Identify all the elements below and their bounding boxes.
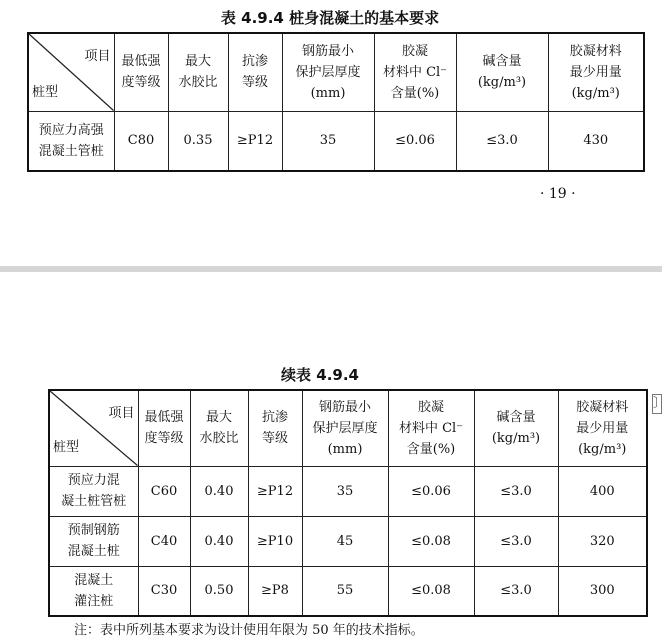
- col-header-alkali: 碱含量 (kg/m³): [456, 33, 548, 111]
- col-header-chloride: 胶凝 材料中 Cl⁻ 含量(%): [388, 390, 474, 466]
- col-header-binder: 胶凝材料 最少用量 (kg/m³): [548, 33, 644, 111]
- header-row: [49, 390, 647, 466]
- cell-alkali: ≤3.0: [456, 111, 548, 171]
- cell-ratio: 0.40: [190, 466, 248, 516]
- cell-ratio: 0.50: [190, 566, 248, 616]
- page-separator: [0, 266, 662, 272]
- table-title: 表 4.9.4 桩身混凝土的基本要求: [220, 9, 440, 27]
- cell-pile-type: 预制钢筋 混凝土桩: [49, 516, 138, 566]
- cell-cover: 35: [302, 466, 388, 516]
- continued-table-title: 续表 4.9.4: [281, 366, 359, 384]
- corner-item-label: 项目: [108, 406, 135, 421]
- corner-header-cell: [49, 390, 138, 466]
- cell-grade: C80: [114, 111, 168, 171]
- table-row: [49, 566, 647, 616]
- col-header-binder: 胶凝材料 最少用量 (kg/m³): [558, 390, 647, 466]
- cell-impermeability: ≥P12: [248, 466, 302, 516]
- corner-header-cell: [28, 33, 114, 111]
- cell-impermeability: ≥P10: [248, 516, 302, 566]
- col-header-grade: 最低强 度等级: [114, 33, 168, 111]
- cell-cover: 35: [282, 111, 374, 171]
- cell-chloride: ≤0.08: [388, 516, 474, 566]
- continued-spec-table: [48, 389, 648, 617]
- table-row: [49, 466, 647, 516]
- table-row: [28, 111, 644, 171]
- cell-alkali: ≤3.0: [474, 516, 558, 566]
- spec-table: [27, 32, 645, 172]
- cell-pile-type: 预应力高强 混凝土管桩: [28, 111, 114, 171]
- edge-mark: 〕: [652, 394, 662, 414]
- cell-impermeability: ≥P12: [228, 111, 282, 171]
- col-header-cover: 钢筋最小 保护层厚度 (mm): [302, 390, 388, 466]
- table-note: 注：表中所列基本要求为设计使用年限为 50 年的技术指标。: [74, 623, 424, 638]
- table-row: [49, 516, 647, 566]
- col-header-cover: 钢筋最小 保护层厚度 (mm): [282, 33, 374, 111]
- cell-binder: 300: [558, 566, 647, 616]
- col-header-impermeability: 抗渗 等级: [248, 390, 302, 466]
- corner-type-label: 桩型: [32, 84, 59, 100]
- cell-binder: 320: [558, 516, 647, 566]
- cell-binder: 400: [558, 466, 647, 516]
- cell-pile-type: 混凝土 灌注桩: [49, 566, 138, 616]
- cell-chloride: ≤0.06: [374, 111, 456, 171]
- cell-binder: 430: [548, 111, 644, 171]
- cell-ratio: 0.40: [190, 516, 248, 566]
- cell-cover: 45: [302, 516, 388, 566]
- corner-item-label: 项目: [84, 49, 111, 64]
- cell-grade: C30: [138, 566, 190, 616]
- header-row: [28, 33, 644, 111]
- col-header-ratio: 最大 水胶比: [168, 33, 228, 111]
- col-header-ratio: 最大 水胶比: [190, 390, 248, 466]
- cell-grade: C60: [138, 466, 190, 516]
- col-header-alkali: 碱含量 (kg/m³): [474, 390, 558, 466]
- cell-chloride: ≤0.08: [388, 566, 474, 616]
- cell-chloride: ≤0.06: [388, 466, 474, 516]
- cell-grade: C40: [138, 516, 190, 566]
- cell-alkali: ≤3.0: [474, 466, 558, 516]
- col-header-grade: 最低强 度等级: [138, 390, 190, 466]
- cell-impermeability: ≥P8: [248, 566, 302, 616]
- corner-type-label: 桩型: [53, 439, 80, 455]
- cell-ratio: 0.35: [168, 111, 228, 171]
- col-header-chloride: 胶凝 材料中 Cl⁻ 含量(%): [374, 33, 456, 111]
- cell-alkali: ≤3.0: [474, 566, 558, 616]
- cell-pile-type: 预应力混 凝土桩管桩: [49, 466, 138, 516]
- cell-cover: 55: [302, 566, 388, 616]
- col-header-impermeability: 抗渗 等级: [228, 33, 282, 111]
- page-number: · 19 ·: [540, 186, 576, 202]
